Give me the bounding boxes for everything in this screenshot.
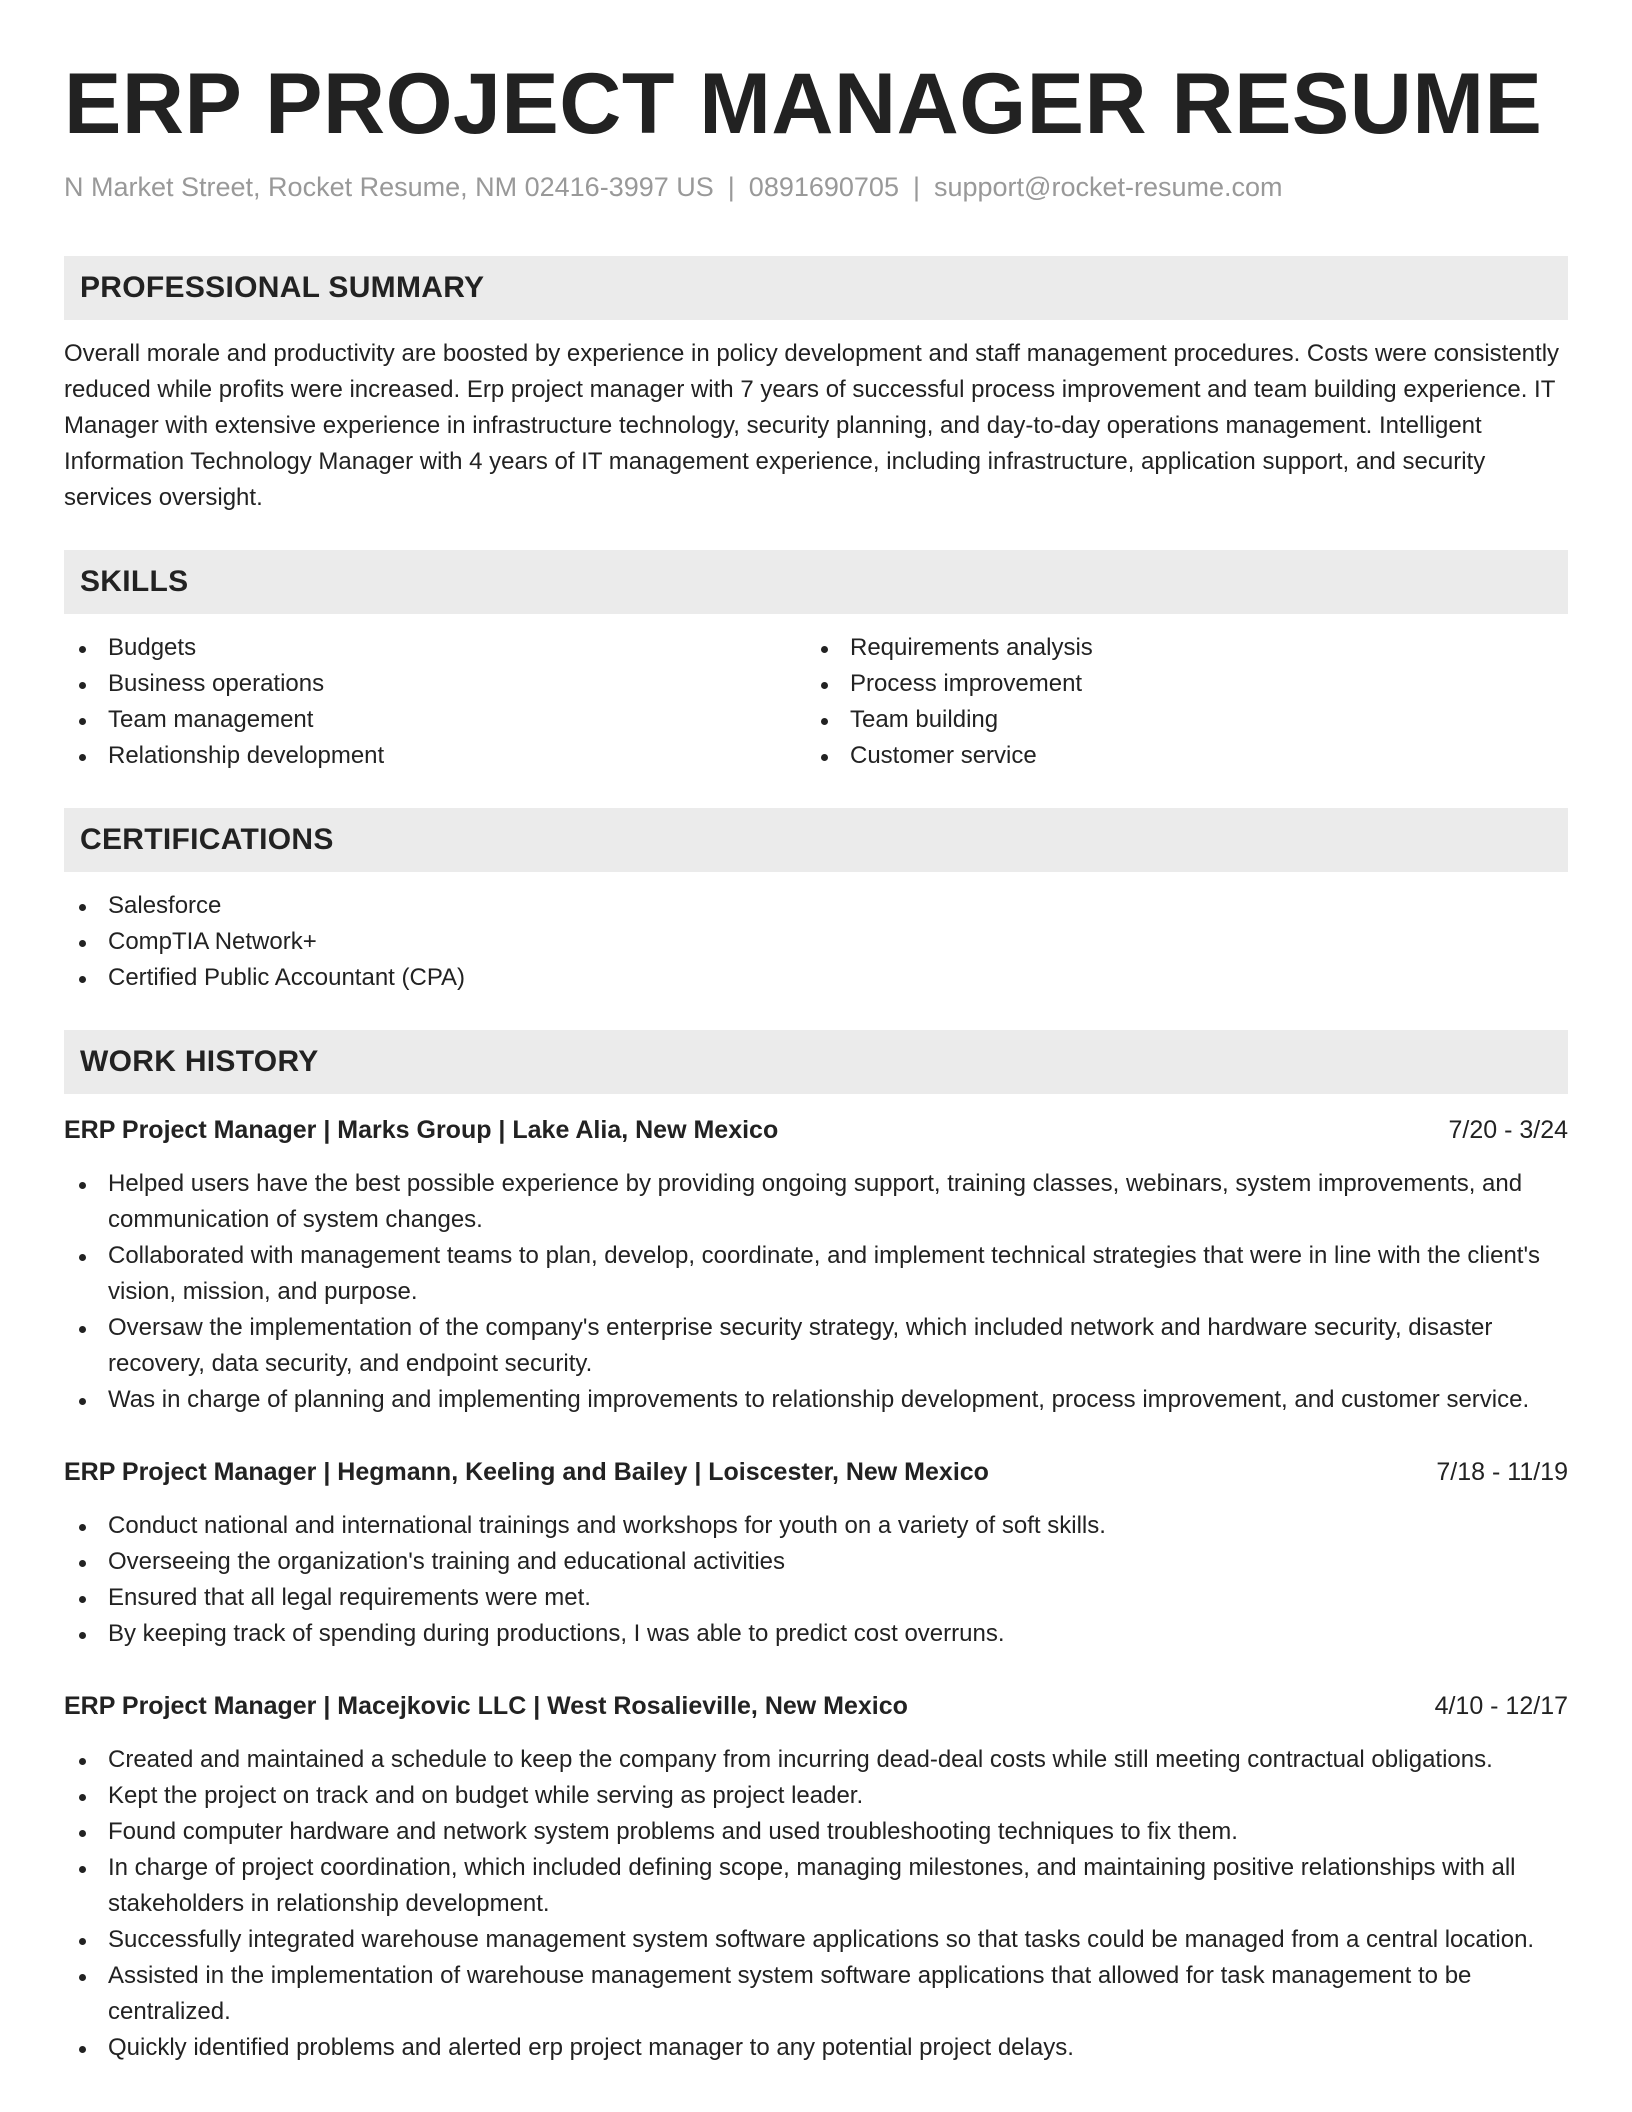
job-dates: 7/18 - 11/19	[1436, 1458, 1568, 1486]
job-bullet: Overseeing the organization's training and educational activities	[64, 1544, 1568, 1580]
job-bullet: Oversaw the implementation of the company's enterprise security strategy, which included network and hardware security, disaster recovery, data security, and endpoint security.	[64, 1310, 1568, 1382]
skill-item: Relationship development	[64, 738, 806, 774]
contact-line	[64, 170, 1568, 204]
work-history-heading: WORK HISTORY	[64, 1030, 1568, 1094]
job-bullet: Ensured that all legal requirements were met.	[64, 1580, 1568, 1616]
certification-item: Certified Public Accountant (CPA)	[64, 960, 1568, 996]
resume-page	[64, 0, 1568, 2066]
skills-left-column	[64, 630, 806, 774]
job-bullet: Conduct national and international trainings and workshops for youth on a variety of soft skills.	[64, 1508, 1568, 1544]
job-bullet-list	[64, 1166, 1568, 1418]
job-bullet: Quickly identified problems and alerted erp project manager to any potential project delays.	[64, 2030, 1568, 2066]
job-bullet: Found computer hardware and network system problems and used troubleshooting techniques to fix them.	[64, 1814, 1568, 1850]
skills-right-column	[806, 630, 1548, 774]
job-bullet-list	[64, 1508, 1568, 1652]
job-dates: 7/20 - 3/24	[1448, 1116, 1568, 1144]
skill-item: Budgets	[64, 630, 806, 666]
contact-address: N Market Street, Rocket Resume, NM 02416-3997 US	[64, 172, 714, 202]
skill-item: Team building	[806, 702, 1548, 738]
skills-heading: SKILLS	[64, 550, 1568, 614]
certifications-list	[64, 888, 1568, 996]
job-header	[64, 1112, 1568, 1148]
contact-email: support@rocket-resume.com	[933, 172, 1283, 202]
job-bullet-list	[64, 1742, 1568, 2066]
skill-item: Process improvement	[806, 666, 1548, 702]
job-title: ERP Project Manager | Hegmann, Keeling and Bailey | Loiscester, New Mexico	[64, 1458, 989, 1486]
job-header	[64, 1454, 1568, 1490]
job-bullet: Created and maintained a schedule to keep the company from incurring dead-deal costs while still meeting contractual obligations.	[64, 1742, 1568, 1778]
skill-item: Business operations	[64, 666, 806, 702]
contact-separator: |	[727, 172, 735, 202]
job-header	[64, 1688, 1568, 1724]
job-bullet: Was in charge of planning and implementing improvements to relationship development, process improvement, and customer service.	[64, 1382, 1568, 1418]
job-bullet: By keeping track of spending during productions, I was able to predict cost overruns.	[64, 1616, 1568, 1652]
summary-heading: PROFESSIONAL SUMMARY	[64, 256, 1568, 320]
job-title: ERP Project Manager | Macejkovic LLC | West Rosalieville, New Mexico	[64, 1692, 908, 1720]
skills-grid	[64, 630, 1568, 774]
job-bullet: Collaborated with management teams to plan, develop, coordinate, and implement technical strategies that were in line with the client's vision, mission, and purpose.	[64, 1238, 1568, 1310]
job-bullet: Kept the project on track and on budget while serving as project leader.	[64, 1778, 1568, 1814]
job-dates: 4/10 - 12/17	[1434, 1692, 1568, 1720]
contact-phone: 0891690705	[748, 172, 899, 202]
job-bullet: In charge of project coordination, which included defining scope, managing milestones, and maintaining positive relationships with all stakeholders in relationship development.	[64, 1850, 1568, 1922]
job-title: ERP Project Manager | Marks Group | Lake Alia, New Mexico	[64, 1116, 779, 1144]
skill-item: Customer service	[806, 738, 1548, 774]
certification-item: Salesforce	[64, 888, 1568, 924]
job-bullet: Successfully integrated warehouse management system software applications so that tasks could be managed from a central location.	[64, 1922, 1568, 1958]
certification-item: CompTIA Network+	[64, 924, 1568, 960]
resume-title: ERP PROJECT MANAGER RESUME	[64, 56, 1543, 152]
skill-item: Team management	[64, 702, 806, 738]
contact-separator: |	[912, 172, 920, 202]
certifications-heading: CERTIFICATIONS	[64, 808, 1568, 872]
summary-text: Overall morale and productivity are boosted by experience in policy development and staff management procedures. Costs were consistently reduced while profits were increased. Erp project manager with 7 years of successful process improvement and team building experience. IT Manager with extensive experience in infrastructure technology, security planning, and day-to-day operations management. Intelligent Information Technology Manager with 4 years of IT management experience, including infrastructure, application support, and security services oversight.	[64, 340, 1560, 511]
job-bullet: Helped users have the best possible experience by providing ongoing support, training classes, webinars, system improvements, and communication of system changes.	[64, 1166, 1568, 1238]
skill-item: Requirements analysis	[806, 630, 1548, 666]
job-bullet: Assisted in the implementation of warehouse management system software applications that allowed for task management to be centralized.	[64, 1958, 1568, 2030]
